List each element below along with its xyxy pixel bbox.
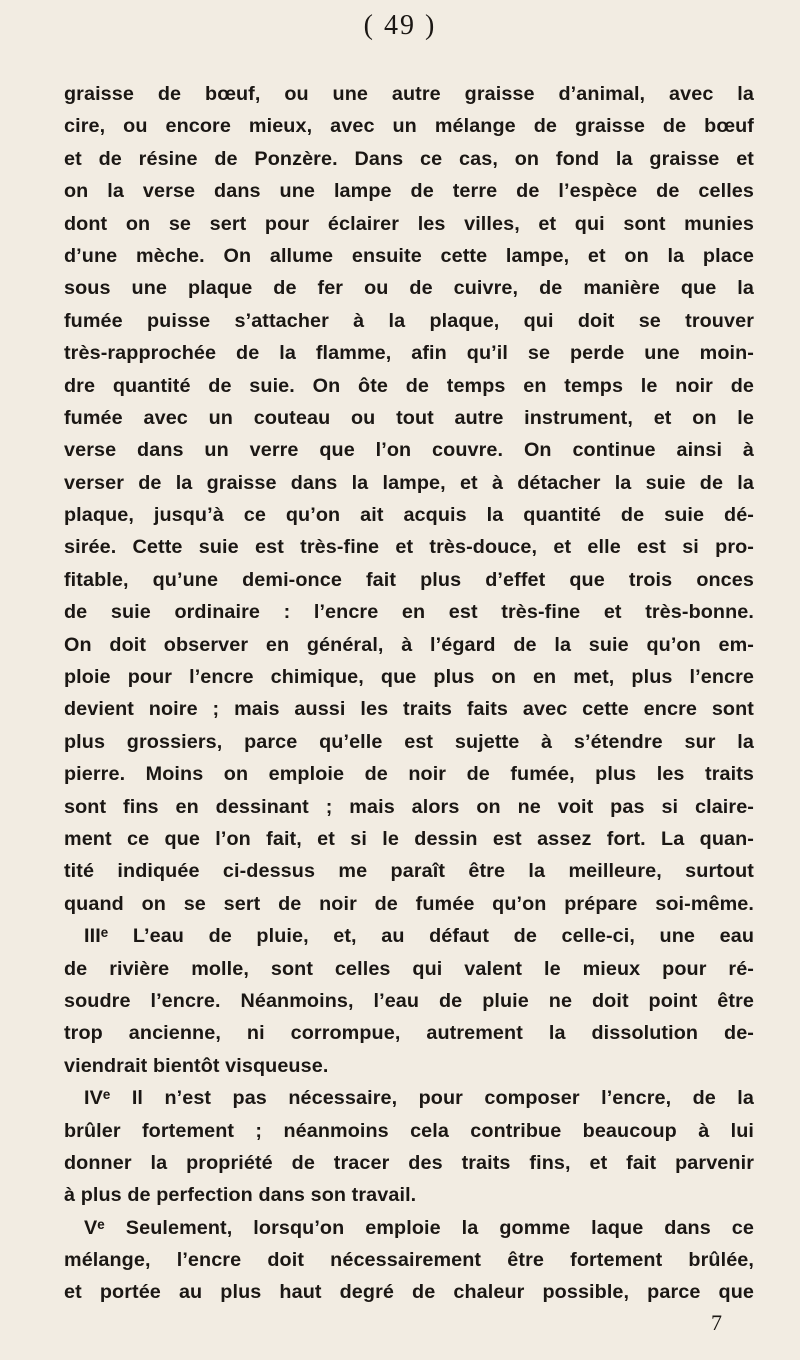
text-line: devient noire ; mais aussi les traits faits avec cette encre sont <box>64 698 754 721</box>
text-line: sirée. Cette suie est très-fine et très-douce, et elle est si pro- <box>64 536 754 559</box>
body-text <box>64 78 754 1309</box>
text-line: sont fins en dessinant ; mais alors on ne voit pas si claire- <box>64 795 754 818</box>
text-line: fumée puisse s’attacher à la plaque, qui doit se trouver <box>64 309 754 332</box>
text-line: très-rapprochée de la flamme, afin qu’il se perde une moin- <box>64 342 754 365</box>
text-line: d’une mèche. On allume ensuite cette lampe, et on la place <box>64 244 754 267</box>
text-line: soudre l’encre. Néanmoins, l’eau de pluie ne doit point être <box>64 989 754 1012</box>
text-line: pierre. Moins on emploie de noir de fumée, plus les traits <box>64 763 754 786</box>
text-line: brûler fortement ; néanmoins cela contribue beaucoup à lui <box>64 1119 754 1142</box>
page-number-header: ( 49 ) <box>363 10 437 41</box>
text-line: de rivière molle, sont celles qui valent le mieux pour ré- <box>64 957 754 980</box>
text-line: à plus de perfection dans son travail. <box>64 1184 417 1207</box>
text-line: trop ancienne, ni corrompue, autrement la dissolution de- <box>64 1022 754 1045</box>
text-line: plaque, jusqu’à ce qu’on ait acquis la quantité de suie dé- <box>64 504 754 527</box>
text-line: graisse de bœuf, ou une autre graisse d’animal, avec la <box>64 83 754 105</box>
text-line: viendrait bientôt visqueuse. <box>64 1054 329 1077</box>
text-line: verse dans un verre que l’on couvre. On continue ainsi à <box>64 439 754 462</box>
text-line: dont on se sert pour éclairer les villes, et qui sont munies <box>64 212 754 235</box>
printer-signature-mark: 7 <box>711 1310 722 1335</box>
text-line: quand on se sert de noir de fumée qu’on prépare soi-même. <box>64 892 754 915</box>
text-line: sous une plaque de fer ou de cuivre, de manière que la <box>64 277 754 300</box>
section-v-line: Vᵉ Seulement, lorsqu’on emploie la gomme laque dans ce <box>84 1216 754 1239</box>
text-line: tité indiquée ci-dessus me paraît être la meilleure, surtout <box>64 860 754 883</box>
text-line: dre quantité de suie. On ôte de temps en temps le noir de <box>64 374 754 397</box>
text-line: cire, ou encore mieux, avec un mélange de graisse de bœuf <box>64 115 754 138</box>
text-line: et portée au plus haut degré de chaleur possible, parce que <box>64 1281 754 1304</box>
text-line: mélange, l’encre doit nécessairement être fortement brûlée, <box>64 1249 754 1272</box>
text-line: fumée avec un couteau ou tout autre instrument, et on le <box>64 406 754 429</box>
text-line: donner la propriété de tracer des traits fins, et fait parvenir <box>64 1151 754 1174</box>
text-line: fitable, qu’une demi-once fait plus d’effet que trois onces <box>64 568 754 591</box>
text-line: plus grossiers, parce qu’elle est sujette à s’étendre sur la <box>64 730 754 753</box>
text-line: et de résine de Ponzère. Dans ce cas, on fond la graisse et <box>64 147 754 170</box>
text-line: On doit observer en général, à l’égard de la suie qu’on em- <box>64 633 754 656</box>
text-line: ploie pour l’encre chimique, que plus on en met, plus l’encre <box>64 666 754 689</box>
text-line: ment ce que l’on fait, et si le dessin est assez fort. La quan- <box>64 827 754 850</box>
text-line: de suie ordinaire : l’encre en est très-fine et très-bonne. <box>64 601 754 624</box>
text-line: verser de la graisse dans la lampe, et à détacher la suie de la <box>64 471 754 494</box>
text-line: on la verse dans une lampe de terre de l’espèce de celles <box>64 180 754 203</box>
section-iii-line: IIIᵉ L’eau de pluie, et, au défaut de celle-ci, une eau <box>84 925 754 948</box>
section-iv-line: IVᵉ Il n’est pas nécessaire, pour composer l’encre, de la <box>84 1087 754 1110</box>
